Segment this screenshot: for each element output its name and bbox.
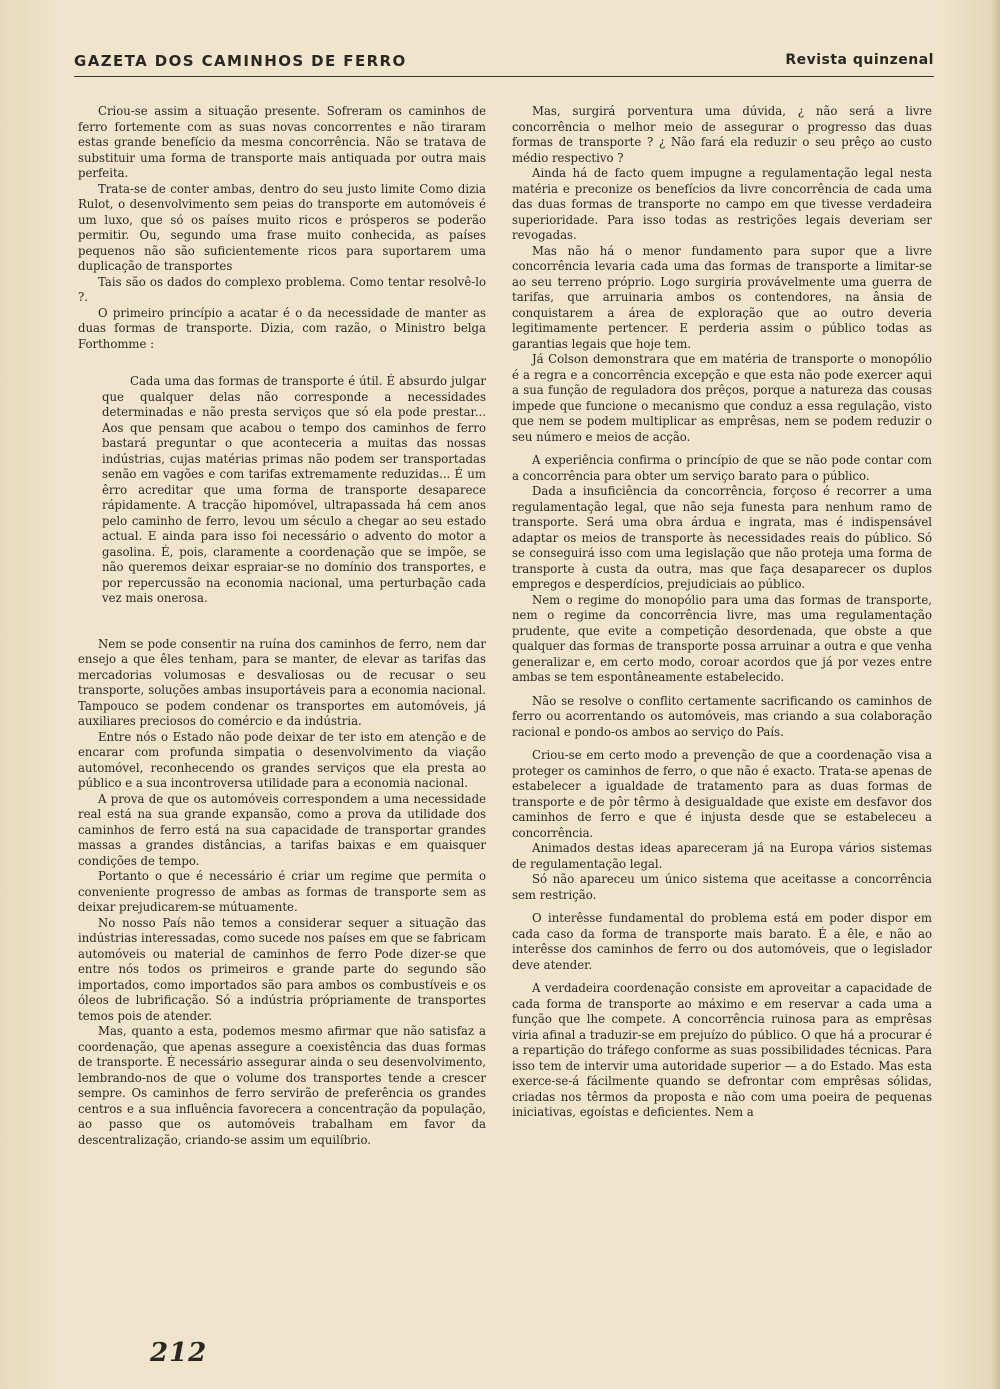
paragraph: Mas, surgirá porventura uma dúvida, ¿ não será a livre concorrência o melhor meio de assegurar o progresso das duas formas de transporte ? ¿ Não fará ela reduzir o seu prêço ao custo médio respectivo ? <box>512 104 932 165</box>
paragraph: Animados destas ideas apareceram já na Europa vários sistemas de regulamentação legal. <box>512 841 932 871</box>
paragraph: A verdadeira coordenação consiste em aproveitar a capacidade de cada forma de transporte ao máximo e em reservar a cada uma a função que lhe compete. A concorrência ruinosa para as emprêsas viria afinal a traduzir-se em prejuízo do público. O que há a procurar é a repartição do tráfego conforme as suas possibilidades técnicas. Para isso tem de intervir uma autoridade superior — a do Estado. Mas esta exerce-se-á fácilmente quando se defrontar com emprêsas sólidas, criadas nos têrmos da proposta e não com uma poeira de pequenas iniciativas, egoístas e deficientes. Nem a <box>512 981 932 1119</box>
paragraph: Criou-se em certo modo a prevenção de que a coordenação visa a proteger os caminhos de ferro, o que não é exacto. Trata-se apenas de estabelecer a igualdade de tratamento para as duas formas de transporte e de pôr têrmo à desigualdade que existe em desfavor dos caminhos de ferro e que é injusta desde que se estabeleceu a concorrência. <box>512 748 932 840</box>
paragraph: O primeiro princípio a acatar é o da necessidade de manter as duas formas de transporte. Dizia, com razão, o Ministro belga Forthomme : <box>78 305 486 351</box>
page-edge <box>992 0 1000 1389</box>
paragraph: Entre nós o Estado não pode deixar de ter isto em atenção e de encarar com profunda simpatia o desenvolvimento da viação automóvel, reconhecendo os grandes serviços que ela presta ao público e a sua incontroversa utilidade para a economia nacional. <box>78 729 486 790</box>
paragraph: No nosso País não temos a considerar sequer a situação das indústrias interessadas, como sucede nos países em que se fabricam automóveis ou material de caminhos de ferro Pode dizer-se que entre nós todos os primeiros e grande parte do segundo são importados, como importados são para ambos os combustíveis e os óleos de lubrificação. Só a indústria própriamente de transportes temos pois de atender. <box>78 915 486 1023</box>
paragraph: Mas, quanto a esta, podemos mesmo afirmar que não satisfaz a coordenação, que apenas assegure a coexistência das duas formas de transporte. É necessário assegurar ainda o seu desenvolvimento, lembrando-nos de que o volume dos transportes tende a crescer sempre. Os caminhos de ferro servirão de preferência os grandes centros e a sua influência favorecera a concentração da população, ao passo que os automóveis trabalham em favor da descentralização, criando-se assim um equilíbrio. <box>78 1024 486 1147</box>
paragraph: Dada a insuficiência da concorrência, forçoso é recorrer a uma regulamentação legal, que não seja funesta para nenhum ramo de transporte. Será uma obra árdua e ingrata, mas é indispensável adaptar os meios de transporte às necessidades reais do público. Só se conseguirá isso com uma legislação que não proteja uma forma de transporte à custa da outra, mas que faça desaparecer os duplos empregos e desperdícios, prejudiciais ao público. <box>512 484 932 591</box>
paragraph: O interêsse fundamental do problema está em poder dispor em cada caso da forma de transporte mais barato. É a êle, e não ao interêsse dos caminhos de ferro ou dos automóveis, que o legislador deve atender. <box>512 911 932 972</box>
block-quote: Cada uma das formas de transporte é útil. É absurdo julgar que qualquer delas não corresponde a necessidades determinadas e não presta serviços que só ela pode prestar... Aos que pensam que acabou o tempo dos caminhos de ferro bastará preguntar o que aconteceria a muitas das nossas indústrias, cujas matérias primas não podem ser transportadas senão em vagões e com tarifas extremamente reduzidas... É um êrro acreditar que uma forma de transporte desaparece rápidamente. A tracção hipomóvel, ultrapassada há cem anos pelo caminho de ferro, levou um século a chegar ao seu estado actual. E ainda para isso foi necessário o advento do motor a gasolina. É, pois, claramente a coordenação que se impõe, se não queremos deixar espraiar-se no domínio dos transportes, e por repercussão na economia nacional, uma perturbação cada vez mais onerosa. <box>102 374 486 605</box>
running-header <box>74 50 934 77</box>
paragraph: Mas não há o menor fundamento para supor que a livre concorrência levaria cada uma das formas de transporte a limitar-se ao seu terreno próprio. Logo surgiria provávelmente uma guerra de tarifas, que arruinaria ambos os contendores, na ânsia de conquistarem a área de exploração que ao outro deveria legitimamente pertencer. E perderia assim o público todas as garantias legais que hoje tem. <box>512 243 932 351</box>
paragraph: Ainda há de facto quem impugne a regulamentação legal nesta matéria e preconize os benefícios da livre concorrência de cada uma das duas formas de transporte no campo em que tivesse verdadeira superioridade. Para isso todas as restrições legais deveriam ser revogadas. <box>512 166 932 242</box>
paragraph: Criou-se assim a situação presente. Sofreram os caminhos de ferro fortemente com as suas novas concorrentes e não tiraram estas grande benefício da mesma concorrência. Não se tratava de substituir uma forma de transporte mais antiquada por outra mais perfeita. <box>78 104 486 180</box>
paragraph: A experiência confirma o princípio de que se não pode contar com a concorrência para obter um serviço barato para o público. <box>512 453 932 483</box>
paragraph: Não se resolve o conflito certamente sacrificando os caminhos de ferro ou acorrentando os automóveis, mas criando a sua colaboração racional e pondo-os ambos ao serviço do País. <box>512 693 932 739</box>
journal-subtitle: Revista quinzenal <box>785 52 934 68</box>
paragraph: Só não apareceu um único sistema que aceitasse a concorrência sem restrição. <box>512 872 932 902</box>
paragraph: Portanto o que é necessário é criar um regime que permita o conveniente progresso de ambas as formas de transporte sem as deixar prejudicarem-se mútuamente. <box>78 869 486 914</box>
paragraph: Trata-se de conter ambas, dentro do seu justo limite Como dizia Rulot, o desenvolvimento sem peias do transporte em automóveis é um luxo, que só os países muito ricos e prósperos se poderão permitir. Ou, segundo uma frase muito conhecida, as países pequenos não são suficientemente ricos para suportarem uma duplicação de transportes <box>78 181 486 273</box>
paragraph: A prova de que os automóveis correspondem a uma necessidade real está na sua grande expansão, como a prova da utilidade dos caminhos de ferro está na sua capacidade de transportar grandes massas a grandes distâncias, a tarifas baixas e em quaisquer condições de tempo. <box>78 791 486 868</box>
paragraph: Tais são os dados do complexo problema. Como tentar resolvê-lo ?. <box>78 274 486 304</box>
page-number: 212 <box>150 1338 208 1368</box>
right-column <box>512 104 932 1121</box>
paragraph: Nem o regime do monopólio para uma das formas de transporte, nem o regime da concorrência livre, mas uma regulamentação prudente, que evite a competição desordenada, que obste a que qualquer das formas de transporte possa arruinar a outra e que venha generalizar e, em certo modo, coroar acordos que já por vezes entre ambas se tem espontâneamente estabelecido. <box>512 592 932 684</box>
journal-title: GAZETA DOS CAMINHOS DE FERRO <box>74 52 407 70</box>
left-column <box>78 104 486 1148</box>
paragraph: Nem se pode consentir na ruína dos caminhos de ferro, nem dar ensejo a que êles tenham, para se manter, de elevar as tarifas das mercadorias volumosas e desvaliosas ou de recusar o seu transporte, soluções ambas insuportáveis para a economia nacional. Tampouco se podem condenar os transportes em automóveis, já auxiliares preciosos do comércio e da indústria. <box>78 636 486 728</box>
paragraph: Já Colson demonstrara que em matéria de transporte o monopólio é a regra e a concorrência excepção e que esta não pode exercer aqui a sua função de reguladora dos prêços, porque a natureza das cousas impede que funcione o mecanismo que conduz a essa regulação, visto que nem se podem multiplicar as emprêsas, nem se podem reduzir o seu número e meios de acção. <box>512 352 932 444</box>
